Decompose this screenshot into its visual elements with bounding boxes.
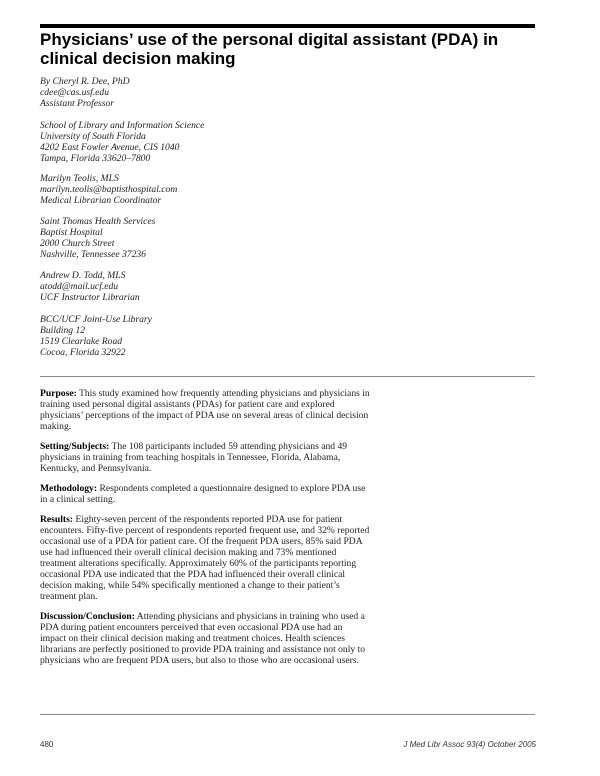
abstract-text: This study examined how frequently attending physicians and physicians in training used personal digital assistants (PDAs) for patient care and explored physicians’ perceptions of the impact of PDA use on several areas of clinical decision making. <box>40 388 370 432</box>
address-line: BCC/UCF Joint-Use Library <box>40 314 152 325</box>
address-line: School of Library and Information Science <box>40 120 205 131</box>
address-line: Nashville, Tennessee 37236 <box>40 249 146 260</box>
address-line: 1519 Clearlake Road <box>40 336 123 347</box>
institution-block-saint-thomas <box>40 216 420 260</box>
institution-block-usf <box>40 120 420 164</box>
author-email: marilyn.teolis@baptisthospital.com <box>40 184 178 195</box>
top-rule <box>40 24 535 28</box>
address-line: 4202 East Fowler Avenue, CIS 1040 <box>40 142 180 153</box>
author-block-todd <box>40 270 420 303</box>
address-line: Baptist Hospital <box>40 227 103 238</box>
author-block-dee <box>40 76 420 109</box>
author-title: Medical Librarian Coordinator <box>40 195 162 206</box>
author-email: cdee@cas.usf.edu <box>40 87 110 98</box>
abstract-methodology <box>40 483 370 505</box>
abstract <box>40 388 370 675</box>
page-number: 480 <box>40 740 54 749</box>
author-title: UCF Instructor Librarian <box>40 292 140 303</box>
abstract-discussion <box>40 611 370 666</box>
section-divider <box>40 376 535 377</box>
abstract-heading: Setting/Subjects: <box>40 441 110 452</box>
abstract-heading: Methodology: <box>40 483 98 494</box>
author-title: Assistant Professor <box>40 98 115 109</box>
journal-citation: J Med Libr Assoc 93(4) October 2005 <box>403 740 536 749</box>
address-line: Tampa, Florida 33620–7800 <box>40 153 151 164</box>
abstract-text: Attending physicians and physicians in training who used a PDA during patient encounters perceived that even occasional PDA use had an impact on their clinical decision making and treatment choices. Health sciences librarians are perfectly positioned to provide PDA training and assistance not only to physicians who are frequent PDA users, but also to those who are occasional users. <box>40 611 366 666</box>
author-email: atodd@mail.ucf.edu <box>40 281 119 292</box>
abstract-text: Respondents completed a questionnaire designed to explore PDA use in a clinical setting. <box>40 483 366 505</box>
institution-block-bcc-ucf <box>40 314 420 358</box>
abstract-text: The 108 participants included 59 attending physicians and 49 physicians in training from teaching hospitals in Tennessee, Florida, Alabama, Kentucky, and Pennsylvania. <box>40 441 348 474</box>
abstract-results <box>40 514 370 602</box>
author-name: Andrew D. Todd, MLS <box>40 270 126 281</box>
abstract-purpose <box>40 388 370 432</box>
address-line: Cocoa, Florida 32922 <box>40 347 126 358</box>
address-line: University of South Florida <box>40 131 146 142</box>
abstract-text: Eighty-seven percent of the respondents reported PDA use for patient encounters. Fifty-five percent of respondents reported frequent use, and 32% reported occasional use of a PDA for patient care. Of the frequent PDA users, 85% said PDA use had influenced their overall clinical decision making and 73% mentioned treatment alterations specifically. Approximately 60% of the participants reporting occasional PDA use indicated that the PDA had influenced their overall clinical decision making, while 54% specifically mentioned a change to their patient’s treatment plan. <box>40 514 370 602</box>
author-name: By Cheryl R. Dee, PhD <box>40 76 130 87</box>
author-block-teolis <box>40 173 420 206</box>
abstract-setting <box>40 441 370 474</box>
article-title: Physicians’ use of the personal digital assistant (PDA) in clinical decision making <box>40 30 499 68</box>
author-name: Marilyn Teolis, MLS <box>40 173 119 184</box>
address-line: Saint Thomas Health Services <box>40 216 156 227</box>
abstract-heading: Results: <box>40 514 74 525</box>
address-line: Building 12 <box>40 325 86 336</box>
abstract-heading: Purpose: <box>40 388 77 399</box>
abstract-heading: Discussion/Conclusion: <box>40 611 135 622</box>
footer-divider <box>40 714 535 715</box>
address-line: 2000 Church Street <box>40 238 115 249</box>
